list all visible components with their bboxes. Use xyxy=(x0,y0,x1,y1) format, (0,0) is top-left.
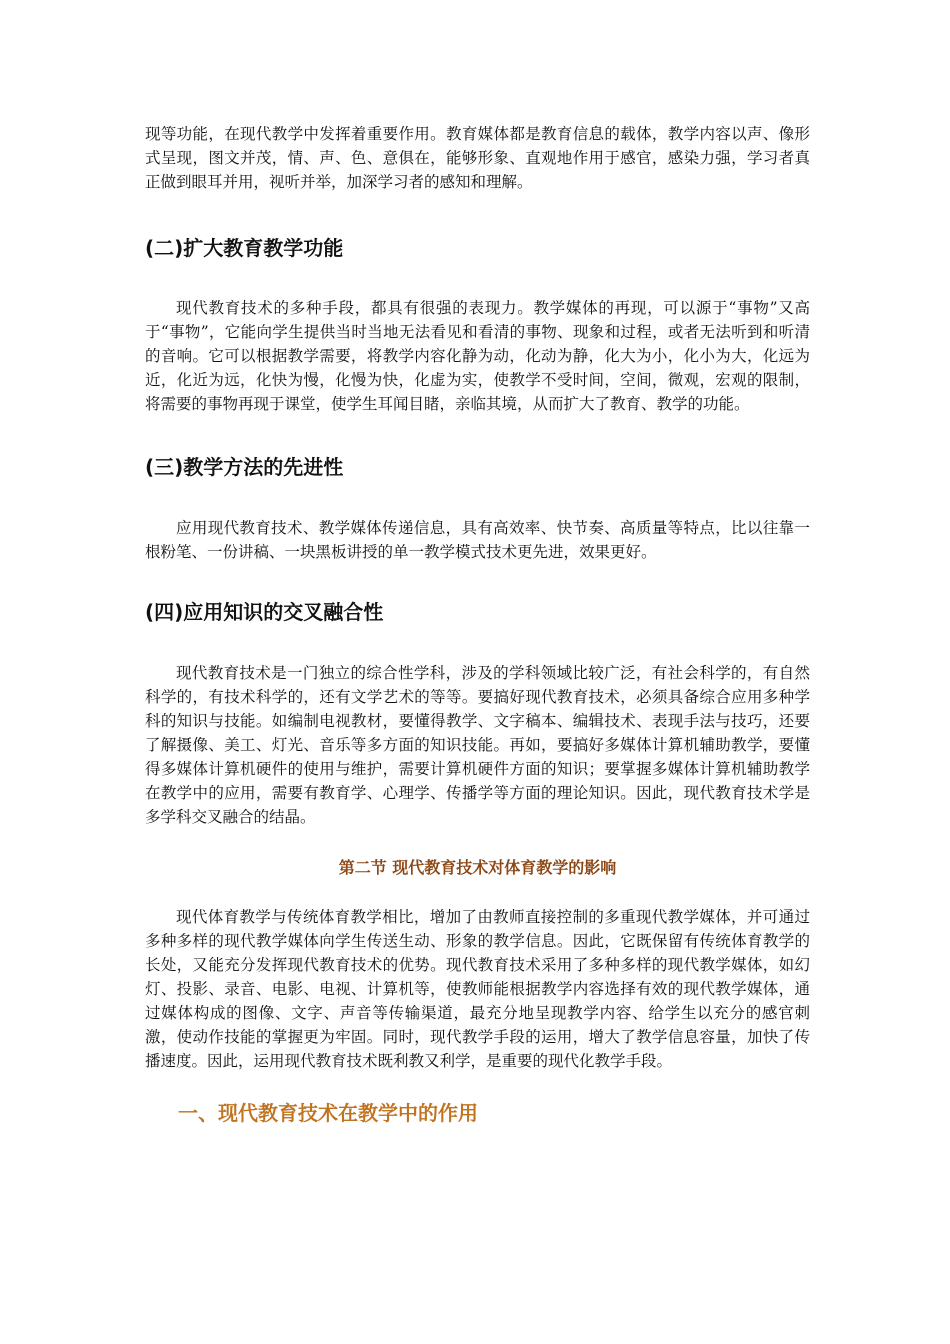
chapter-heading: 一、现代教育技术在教学中的作用 xyxy=(178,1101,478,1125)
heading-expand-functions: (二)扩大教育教学功能 xyxy=(145,236,344,260)
paragraph-interdisciplinary: 现代教育技术是一门独立的综合性学科，涉及的学科领域比较广泛，有社会科学的，有自然科学的，有技术科学的，还有文学艺术的等等。要搞好现代教育技术，必须具备综合应用多种学科的知识与技能。如编制电视教材，要懂得教学、文字稿本、编辑技术、表现手法与技巧，还要了解摄像、美工、灯光、音乐等多方面的知识技能。再如，要搞好多媒体计算机辅助教学，要懂得多媒体计算机硬件的使用与维护，需要计算机硬件方面的知识；要掌握多媒体计算机辅助教学在教学中的应用，需要有教育学、心理学、传播学等方面的理论知识。因此，现代教育技术学是多学科交叉融合的结晶。 xyxy=(145,664,810,826)
paragraph-expressiveness: 现代教育技术的多种手段，都具有很强的表现力。教学媒体的再现，可以源于“事物”又高于“事物”，它能向学生提供当时当地无法看见和看清的事物、现象和过程，或者无法听到和听清的音响。它可以根据教学需要，将教学内容化静为动，化动为静，化大为小，化小为大，化远为近，化近为远，化快为慢，化慢为快，化虚为实，使教学不受时间，空间，微观，宏观的限制，将需要的事物再现于课堂，使学生耳闻目睹，亲临其境，从而扩大了教育、教学的功能。 xyxy=(145,299,810,413)
paragraph-efficiency: 应用现代教育技术、教学媒体传递信息，具有高效率、快节奏、高质量等特点，比以往靠一根粉笔、一份讲稿、一块黑板讲授的单一教学模式技术更先进，效果更好。 xyxy=(145,519,810,561)
paragraph-media-functions: 现等功能，在现代教学中发挥着重要作用。教育媒体都是教育信息的载体，教学内容以声、像形式呈现，图文并茂，情、声、色、意俱在，能够形象、直观地作用于感官，感染力强，学习者真正做到眼耳并用，视听并举，加深学习者的感知和理解。 xyxy=(145,125,810,191)
heading-interdisciplinary: (四)应用知识的交叉融合性 xyxy=(145,600,384,624)
heading-advanced-methods: (三)教学方法的先进性 xyxy=(145,455,344,479)
section-title: 第二节 现代教育技术对体育教学的影响 xyxy=(338,858,617,877)
paragraph-pe-teaching: 现代体育教学与传统体育教学相比，增加了由教师直接控制的多重现代教学媒体，并可通过多种多样的现代教学媒体向学生传送生动、形象的教学信息。因此，它既保留有传统体育教学的长处，又能充分发挥现代教育技术的优势。现代教育技术采用了多种多样的现代教学媒体，如幻灯、投影、录音、电影、电视、计算机等，使教师能根据教学内容选择有效的现代教学媒体，通过媒体构成的图像、文字、声音等传输渠道，最充分地呈现教学内容、给学生以充分的感官刺激，使动作技能的掌握更为牢固。同时，现代教学手段的运用，增大了教学信息容量，加快了传播速度。因此，运用现代教育技术既利教又利学，是重要的现代化教学手段。 xyxy=(145,908,810,1070)
